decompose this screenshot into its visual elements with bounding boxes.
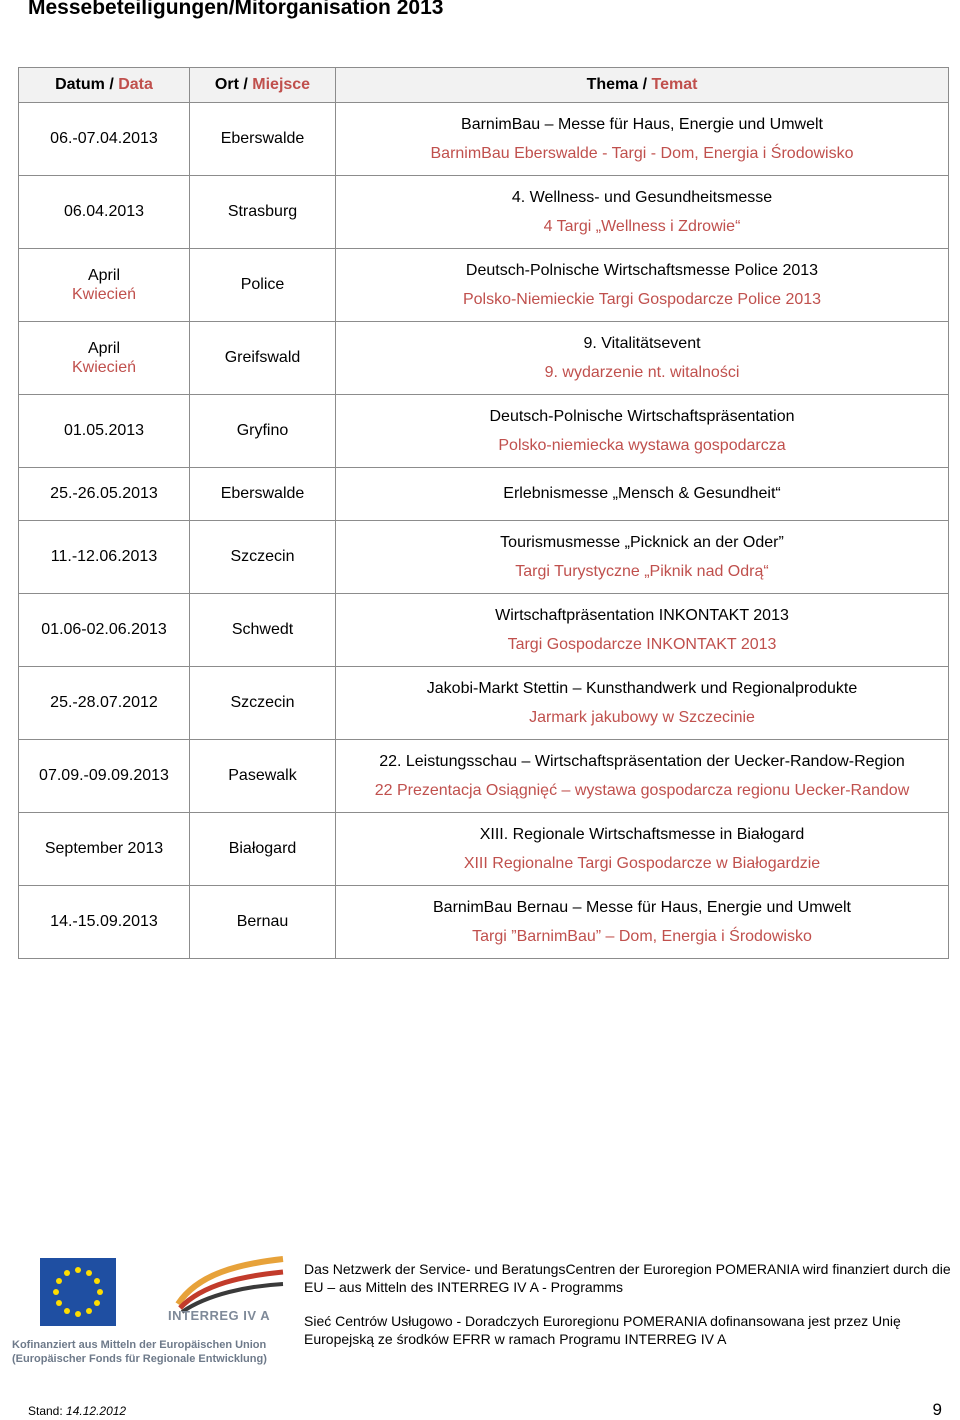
cell-date: 07.09.-09.09.2013 [19,740,190,813]
header-place: Ort / Miejsce [190,68,336,103]
interreg-label: INTERREG IV A [168,1308,271,1323]
page-title: Messebeteiligungen/Mitorganisation 2013 [28,0,444,19]
funding-statement-de: Das Netzwerk der Service- und BeratungsCentren der Euroregion POMERANIA wird finanziert durch die EU – aus Mitteln des INTERREG IV A - Programms [304,1261,951,1295]
cell-date: 01.06-02.06.2013 [19,594,190,667]
cell-place: Szczecin [190,521,336,594]
cell-place: Strasburg [190,176,336,249]
cell-theme: Jakobi-Markt Stettin – Kunsthandwerk und Regionalprodukte Jarmark jakubowy w Szczecinie [336,667,949,740]
cell-theme: XIII. Regionale Wirtschaftsmesse in Białogard XIII Regionalne Targi Gospodarcze w Białogardzie [336,813,949,886]
table-row [19,667,949,740]
cell-theme: Erlebnismesse „Mensch & Gesundheit“ [336,468,949,521]
cell-place: Szczecin [190,667,336,740]
cell-theme: Deutsch-Polnische Wirtschaftsmesse Police 2013 Polsko-Niemieckie Targi Gospodarcze Police 2013 [336,249,949,322]
table-row [19,468,949,521]
table-row [19,594,949,667]
cell-place: Schwedt [190,594,336,667]
table-row [19,740,949,813]
cell-date: 11.-12.06.2013 [19,521,190,594]
cell-date: 06.-07.04.2013 [19,103,190,176]
cell-place: Białogard [190,813,336,886]
stand-date: Stand: 14.12.2012 [28,1404,127,1418]
cell-date: 01.05.2013 [19,395,190,468]
cell-place: Eberswalde [190,468,336,521]
cell-date: September 2013 [19,813,190,886]
table-row [19,886,949,959]
cell-place: Eberswalde [190,103,336,176]
cell-place: Police [190,249,336,322]
table-header-row [19,68,949,103]
table-row [19,103,949,176]
cell-date: 06.04.2013 [19,176,190,249]
table-row [19,813,949,886]
header-theme: Thema / Temat [336,68,949,103]
table-row [19,249,949,322]
cell-place: Gryfino [190,395,336,468]
cofinancing-note: Kofinanziert aus Mitteln der Europäischen Union (Europäischer Fonds für Regionale Entwicklung) [12,1339,267,1365]
cell-theme: 22. Leistungsschau – Wirtschaftspräsentation der Uecker-Randow-Region 22 Prezentacja Osiągnięć – wystawa gospodarcza regionu Uecker-Randow [336,740,949,813]
cell-place: Bernau [190,886,336,959]
cell-theme: Tourismusmesse „Picknick an der Oder” Targi Turystyczne „Piknik nad Odrą“ [336,521,949,594]
cell-date: 25.-26.05.2013 [19,468,190,521]
table-row [19,176,949,249]
cell-theme: 4. Wellness- und Gesundheitsmesse 4 Targi „Wellness i Zdrowie“ [336,176,949,249]
eu-flag-icon [40,1258,116,1326]
cell-place: Pasewalk [190,740,336,813]
cell-theme: Deutsch-Polnische Wirtschaftspräsentation Polsko-niemiecka wystawa gospodarcza [336,395,949,468]
cell-theme: BarnimBau Bernau – Messe für Haus, Energie und Umwelt Targi ”BarnimBau” – Dom, Energia i Środowisko [336,886,949,959]
table-row [19,521,949,594]
table-row [19,322,949,395]
cell-theme: 9. Vitalitätsevent 9. wydarzenie nt. witalności [336,322,949,395]
cell-date: April Kwiecień [19,322,190,395]
cell-date: April Kwiecień [19,249,190,322]
cell-theme: Wirtschaftpräsentation INKONTAKT 2013 Targi Gospodarcze INKONTAKT 2013 [336,594,949,667]
cell-date: 14.-15.09.2013 [19,886,190,959]
footer-logos [8,1250,288,1372]
funding-statement [304,1260,960,1348]
table-row [19,395,949,468]
page-number: 9 [932,1400,942,1419]
events-table [18,67,949,959]
cell-place: Greifswald [190,322,336,395]
cell-date: 25.-28.07.2012 [19,667,190,740]
header-date: Datum / Data [19,68,190,103]
cell-theme: BarnimBau – Messe für Haus, Energie und Umwelt BarnimBau Eberswalde - Targi - Dom, Energia i Środowisko [336,103,949,176]
funding-statement-pl: Sieć Centrów Usługowo - Doradczych Euroregionu POMERANIA dofinansowana jest przez Unię Europejską ze środków EFRR w ramach Programu INTERREG IV A [304,1313,901,1347]
